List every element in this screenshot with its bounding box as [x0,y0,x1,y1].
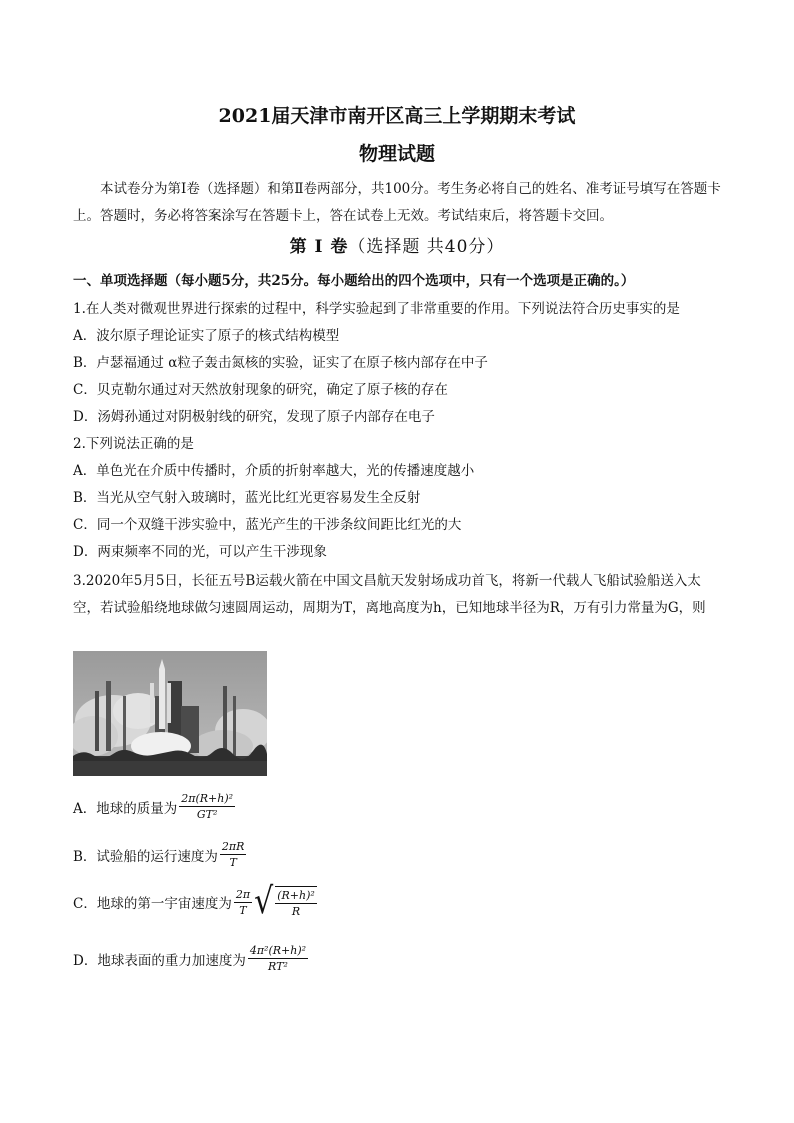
q2-option-c: C．同一个双缝干涉实验中，蓝光产生的干涉条纹间距比红光的大 [73,517,462,533]
exam-title: 2021届天津市南开区高三上学期期末考试 [218,105,576,127]
q3-option-d [73,944,308,973]
q3-option-c-denominator: T [239,903,247,917]
q2-option-a: A．单色光在介质中传播时，介质的折射率越大，光的传播速度越小 [73,463,475,479]
q3-option-a-text: A．地球的质量为 [73,800,178,817]
part-label: 第 Ⅰ 卷 [289,237,349,257]
q3-option-d-numerator: 4π²(R+h)² [249,944,307,957]
q3-option-b-denominator: T [229,856,237,869]
q1-option-c: C．贝克勒尔通过对天然放射现象的研究，确定了原子核的存在 [73,382,448,398]
q1-option-a: A．波尔原子理论证实了原子的核式结构模型 [73,328,340,344]
q3-option-d-denominator: RT² [268,960,288,973]
q3-option-c-radicand [275,886,317,918]
q3-option-c-radicand-numerator: (R+h)² [277,889,315,902]
q2-option-d: D．两束频率不同的光，可以产生干涉现象 [73,544,327,560]
q2-option-b: B．当光从空气射入玻璃时，蓝光比红光更容易发生全反射 [73,490,421,506]
q3-option-a-fraction [179,792,235,821]
q3-option-c-radicand-denominator: R [291,905,301,918]
q3-option-a-denominator: GT² [196,808,218,821]
q3-option-c-fraction [234,888,252,917]
q1-stem: 1.在人类对微观世界进行探索的过程中，科学实验起到了非常重要的作用。下列说法符合历史事实的是 [73,301,680,317]
rocket-launch-photo [73,651,267,776]
q1-option-d: D．汤姆孙通过对阴极射线的研究，发现了原子内部存在电子 [73,409,435,425]
subject-title: 物理试题 [358,143,435,165]
q3-option-b-numerator: 2πR [221,840,245,853]
q3-option-c [73,880,317,923]
part-info: （选择题 共40分） [348,237,505,257]
q3-option-d-text: D．地球表面的重力加速度为 [73,952,246,969]
q3-stem: 3.2020年5月5日，长征五号B运载火箭在中国文昌航天发射场成功首飞，将新一代载人飞船试验船送入太空，若试验船绕地球做匀速圆周运动，周期为T，离地高度为h，已知地球半径为R，万有引力常量为G，则 [73,573,706,616]
sqrt-sign-icon: √ [254,880,274,923]
part-heading [0,232,794,257]
q3-option-b-text: B．试验船的运行速度为 [73,848,218,865]
section-heading: 一、单项选择题（每小题5分，共25分。每小题给出的四个选项中，只有一个选项是正确的。） [73,273,635,289]
q3-option-c-numerator: 2π [235,887,251,901]
q3-option-a-numerator: 2π(R+h)² [181,792,234,805]
q3-option-c-text: C．地球的第一宇宙速度为 [73,896,232,912]
intro-paragraph: 本试卷分为第Ⅰ卷（选择题）和第Ⅱ卷两部分，共100分。考生务必将自己的姓名、准考证号填写在答题卡上。答题时，务必将答案涂写在答题卡上，答在试卷上无效。考试结束后，将答题卡交回。 [73,181,721,224]
q3-option-b-fraction [220,840,247,869]
q2-stem: 2.下列说法正确的是 [73,436,194,452]
q3-option-a [73,792,235,821]
q3-option-c-sqrt [254,880,317,923]
q3-option-b [73,840,246,869]
q3-option-d-fraction [248,944,308,973]
q1-option-b: B．卢瑟福通过 α粒子轰击氮核的实验，证实了在原子核内部存在中子 [73,355,488,371]
